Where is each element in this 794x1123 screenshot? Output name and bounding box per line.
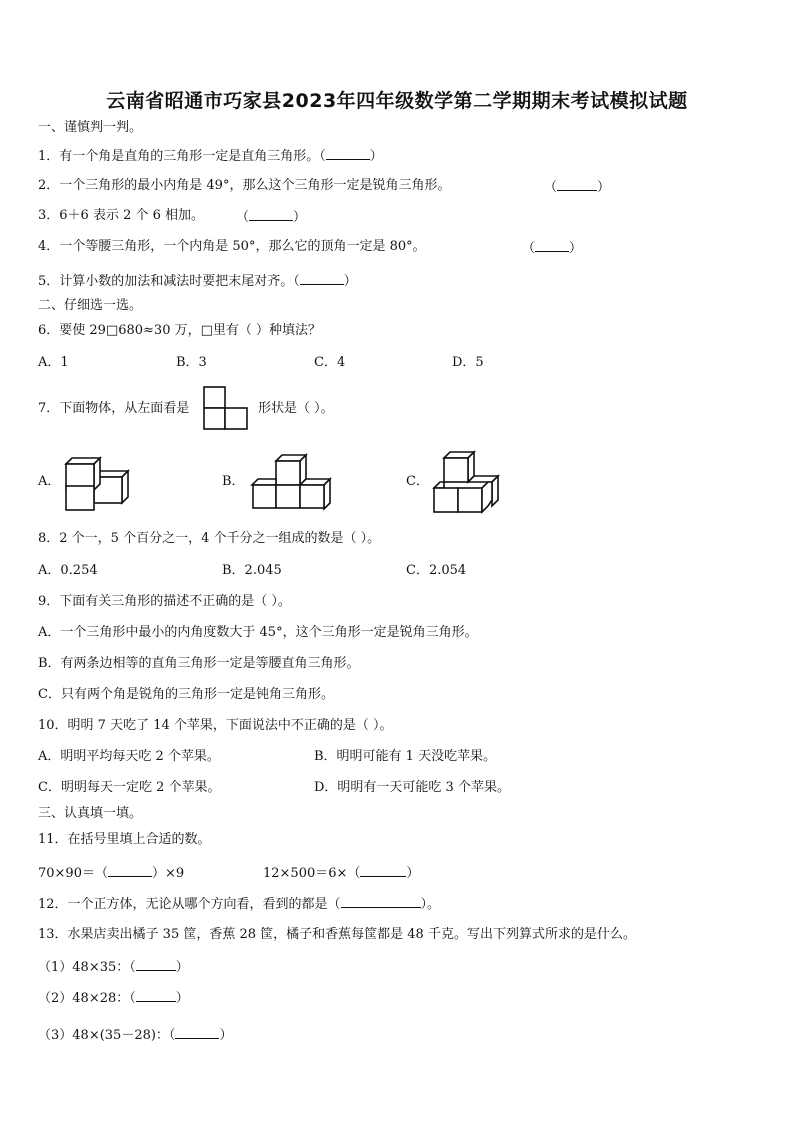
question-3-close: ） <box>293 210 307 225</box>
question-10-option-a[interactable]: A．明明平均每天吃 2 个苹果。 <box>38 749 220 764</box>
question-7-option-b[interactable]: B． <box>222 474 245 489</box>
question-11-right-close: ） <box>406 866 420 881</box>
question-1 <box>38 147 383 165</box>
question-12 <box>38 895 440 913</box>
question-6-option-d[interactable]: D．5 <box>452 355 484 370</box>
question-12-close: ）。 <box>420 897 441 912</box>
question-8-option-b[interactable]: B．2.045 <box>222 563 282 578</box>
question-13-item-3 <box>38 1026 232 1044</box>
answer-blank-5[interactable] <box>300 272 344 285</box>
question-5-close: ） <box>343 274 357 289</box>
question-7-option-c[interactable]: C． <box>406 474 429 489</box>
question-2-close: ） <box>597 180 611 195</box>
question-2-open: （ <box>544 180 558 195</box>
cube-figure-b <box>252 452 334 510</box>
left-view-figure <box>203 386 249 432</box>
question-11-left-text: 70×90＝（ <box>38 866 108 881</box>
section-heading-1: 一、谨慎判一判。 <box>38 120 143 135</box>
question-5 <box>38 272 357 290</box>
question-10: 10．明明 7 天吃了 14 个苹果，下面说法中不正确的是（ ）。 <box>38 718 393 733</box>
question-13-item-3-label: （3）48×(35－28)：（ <box>38 1028 176 1043</box>
section-heading-3: 三、认真填一填。 <box>38 806 143 821</box>
question-4-close: ） <box>569 241 583 256</box>
question-11-right-text: 12×500＝6×（ <box>263 866 361 881</box>
answer-blank-13-3[interactable] <box>175 1026 219 1039</box>
question-13: 13．水果店卖出橘子 35 筐，香蕉 28 筐，橘子和香蕉每筐都是 48 千克。写出下列算式所求的是什么。 <box>38 927 636 942</box>
question-2-text: 2．一个三角形的最小内角是 49°，那么这个三角形一定是锐角三角形。 <box>38 178 451 193</box>
answer-blank-11a[interactable] <box>108 864 152 877</box>
question-6-option-b[interactable]: B．3 <box>176 355 207 370</box>
question-4-answer <box>522 239 582 257</box>
question-13-item-3-close: ） <box>219 1028 233 1043</box>
answer-blank-1[interactable] <box>326 147 370 160</box>
question-1-close: ） <box>369 149 383 164</box>
question-6-option-c[interactable]: C．4 <box>314 355 346 370</box>
question-11-left-close: ）×9 <box>151 866 185 881</box>
answer-blank-4[interactable] <box>535 239 569 252</box>
question-3 <box>38 208 204 224</box>
question-2-answer <box>544 178 610 196</box>
question-2 <box>38 178 450 194</box>
question-13-item-2 <box>38 989 189 1007</box>
question-6-option-a[interactable]: A．1 <box>38 355 69 370</box>
question-11: 11．在括号里填上合适的数。 <box>38 832 211 847</box>
question-4-open: （ <box>522 241 536 256</box>
question-9: 9．下面有关三角形的描述不正确的是（ ）。 <box>38 594 291 609</box>
answer-blank-13-2[interactable] <box>136 989 176 1002</box>
section-heading-2: 二、仔细选一选。 <box>38 298 143 313</box>
question-11-left <box>38 864 184 882</box>
question-12-text: 12．一个正方体，无论从哪个方向看，看到的都是（ <box>38 897 341 912</box>
question-1-text: 1．有一个角是直角的三角形一定是直角三角形。（ <box>38 149 326 164</box>
question-8: 8．2 个一，5 个百分之一，4 个千分之一组成的数是（ ）。 <box>38 531 381 546</box>
cube-figure-c <box>432 450 500 514</box>
question-7-text-before: 7．下面物体，从左面看是 <box>38 401 190 416</box>
question-3-open: （ <box>236 210 250 225</box>
answer-blank-11b[interactable] <box>360 864 406 877</box>
question-8-option-c[interactable]: C．2.054 <box>406 563 467 578</box>
question-9-option-b[interactable]: B．有两条边相等的直角三角形一定是等腰直角三角形。 <box>38 656 360 671</box>
question-13-item-1-close: ） <box>175 960 189 975</box>
question-13-item-1 <box>38 958 189 976</box>
question-4-text: 4．一个等腰三角形，一个内角是 50°，那么它的顶角一定是 80°。 <box>38 239 426 254</box>
question-13-item-1-label: （1）48×35：（ <box>38 960 136 975</box>
answer-blank-13-1[interactable] <box>136 958 176 971</box>
question-5-text: 5．计算小数的加法和减法时要把末尾对齐。（ <box>38 274 300 289</box>
question-3-text: 3．6＋6 表示 2 个 6 相加。 <box>38 208 205 223</box>
answer-blank-12[interactable] <box>341 895 421 908</box>
question-6: 6．要使 29□680≈30 万，□里有（ ）种填法？ <box>38 323 322 338</box>
question-3-answer <box>236 208 306 226</box>
question-8-option-a[interactable]: A．0.254 <box>38 563 98 578</box>
question-11-right <box>263 864 419 882</box>
question-10-option-d[interactable]: D．明明有一天可能吃 3 个苹果。 <box>314 780 510 795</box>
answer-blank-2[interactable] <box>557 178 597 191</box>
question-13-item-2-close: ） <box>175 991 189 1006</box>
question-9-option-a[interactable]: A．一个三角形中最小的内角度数大于 45°，这个三角形一定是锐角三角形。 <box>38 625 478 640</box>
question-10-option-c[interactable]: C．明明每天一定吃 2 个苹果。 <box>38 780 221 795</box>
question-4 <box>38 239 426 255</box>
question-7-option-a[interactable]: A． <box>38 474 61 489</box>
answer-blank-3[interactable] <box>249 208 293 221</box>
question-9-option-c[interactable]: C．只有两个角是锐角的三角形一定是钝角三角形。 <box>38 687 334 702</box>
question-7-text-after: 形状是（ ）。 <box>258 401 334 416</box>
question-13-item-2-label: （2）48×28：（ <box>38 991 136 1006</box>
page-title: 云南省昭通市巧家县2023年四年级数学第二学期期末考试模拟试题 <box>106 90 688 112</box>
cube-figure-a <box>64 456 130 512</box>
question-10-option-b[interactable]: B．明明可能有 1 天没吃苹果。 <box>314 749 497 764</box>
